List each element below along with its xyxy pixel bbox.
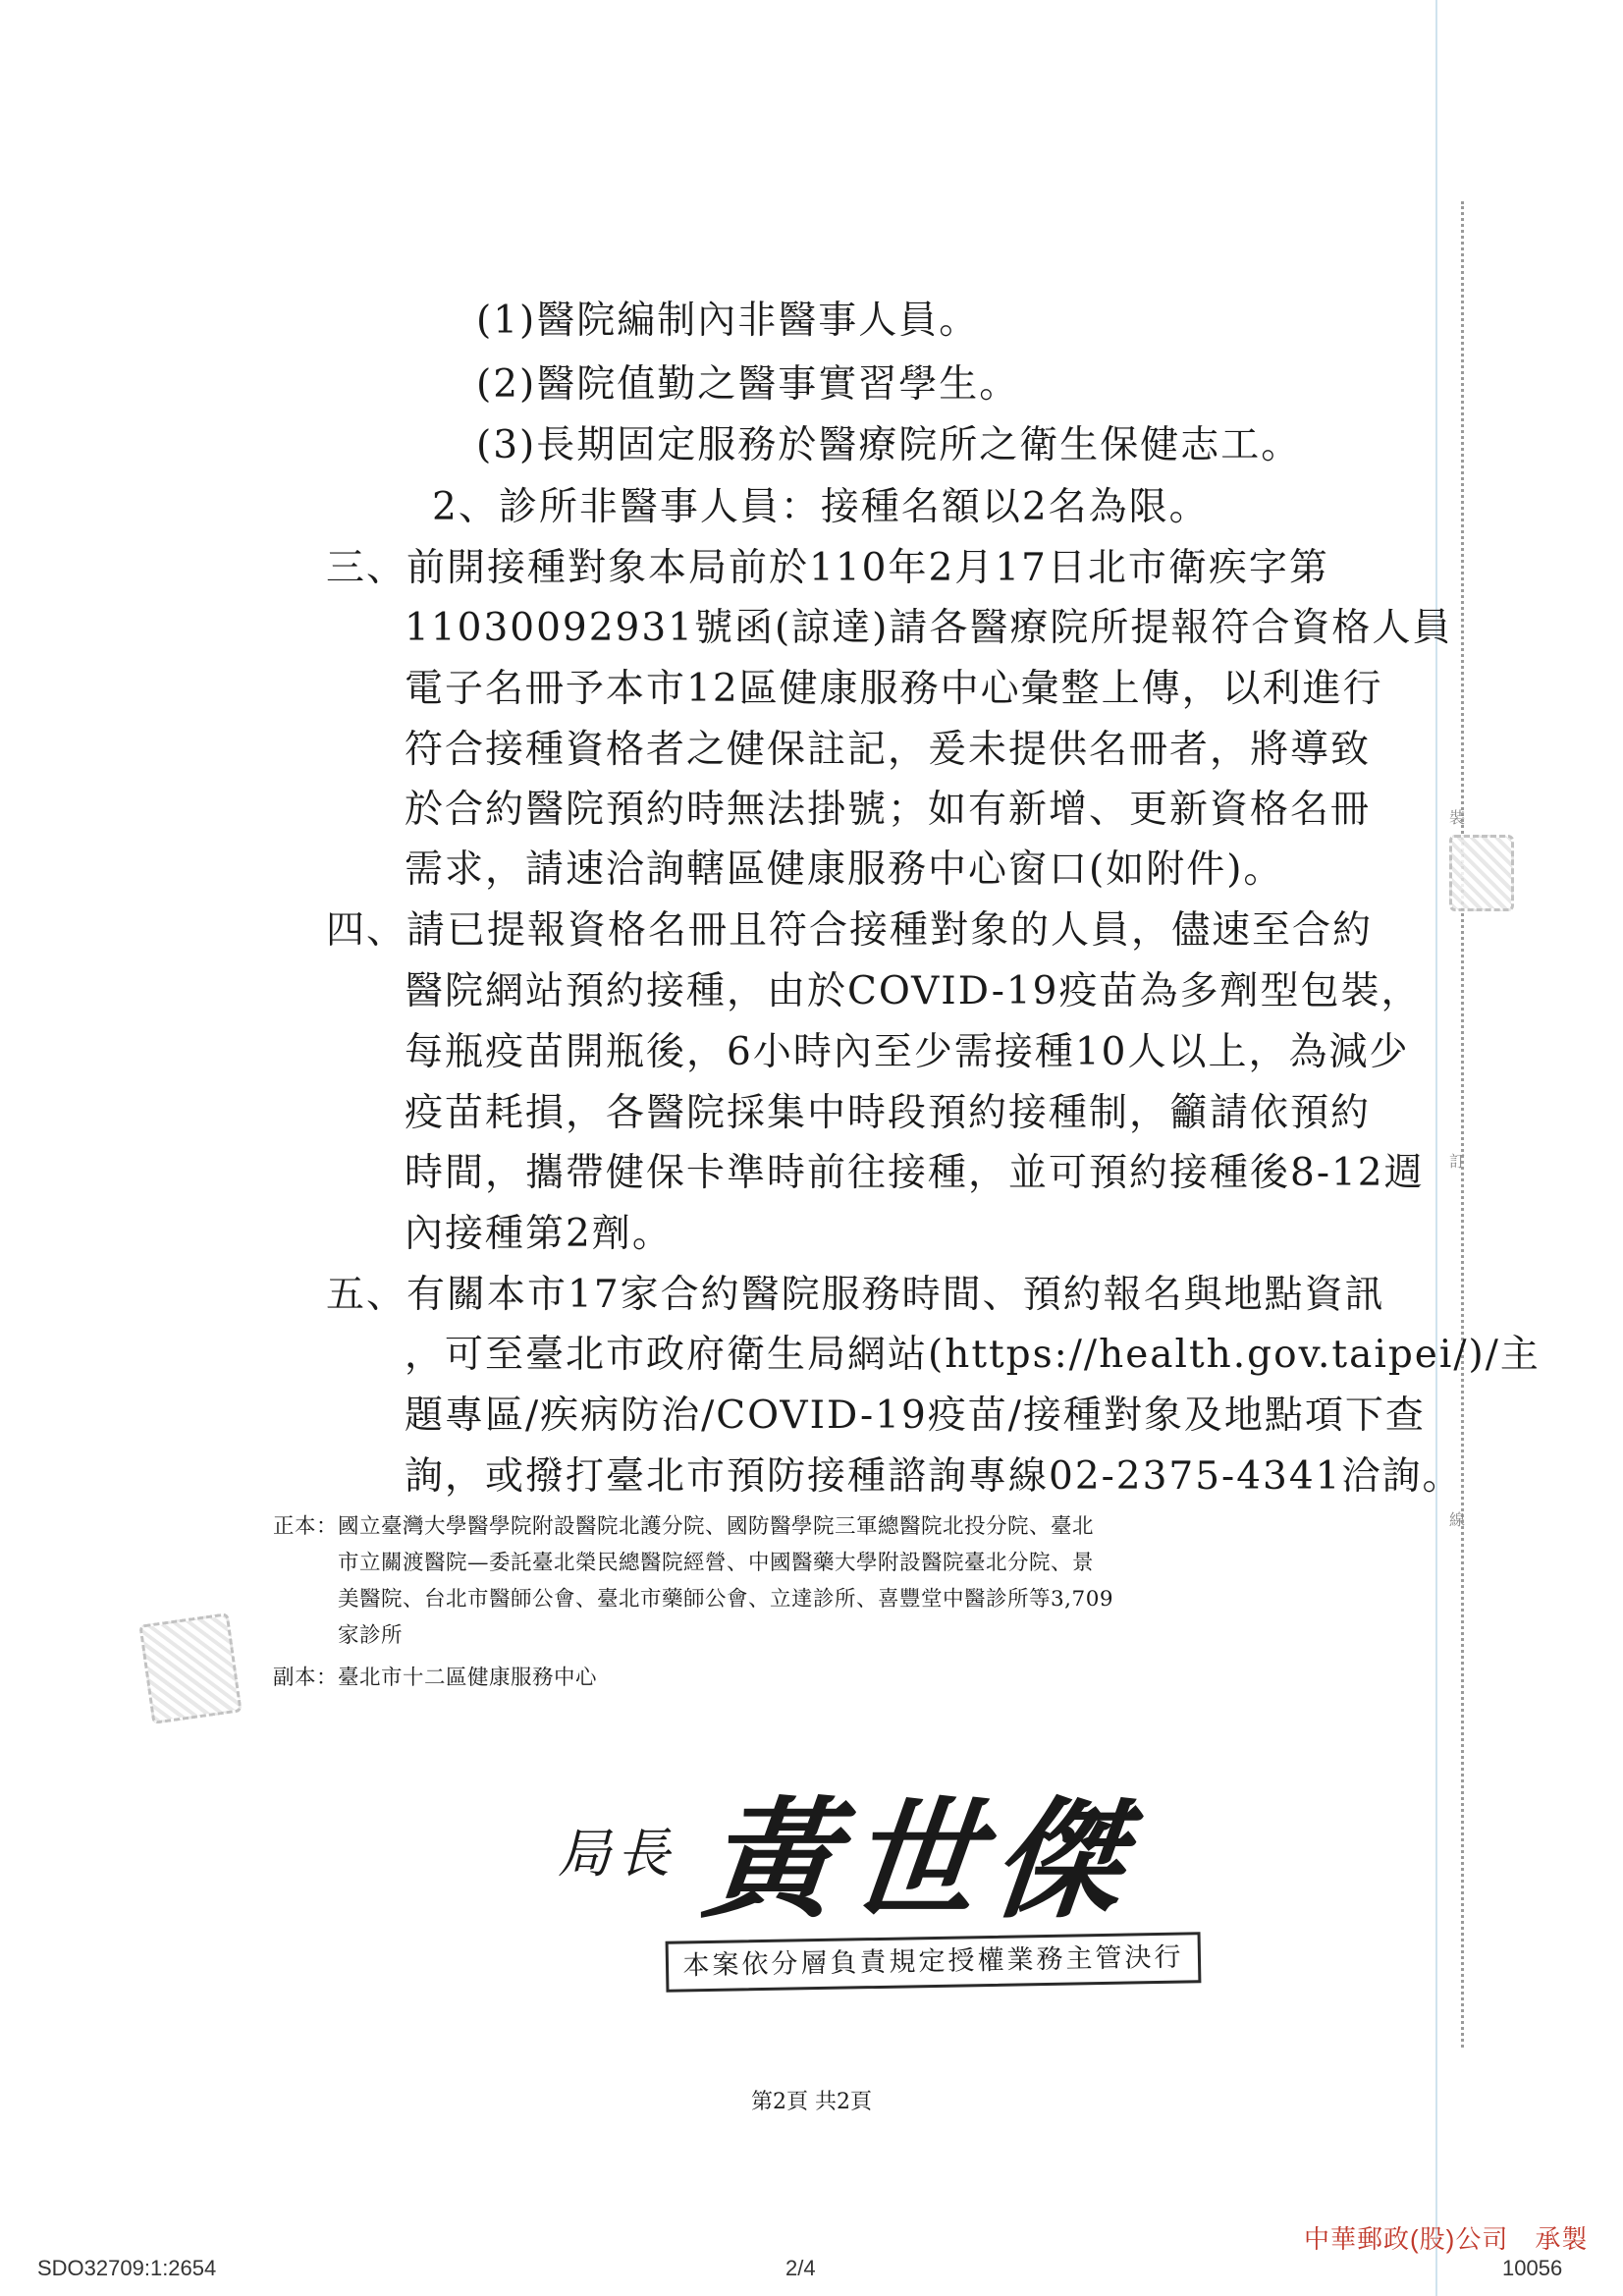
original-recipients-line: 美醫院、台北市醫師公會、臺北市藥師公會、立達診所、喜豐堂中醫診所等3,709: [338, 1587, 1114, 1612]
signature-name: 黃世傑: [697, 1784, 1144, 1937]
body-line: 題專區/疾病防治/COVID-19疫苗/接種對象及地點項下查: [405, 1394, 1426, 1438]
binding-mark: 線: [1449, 1510, 1466, 1529]
copy-recipients-line: 副本：臺北市十二區健康服務中心: [273, 1666, 598, 1690]
body-line: 於合約醫院預約時無法掛號；如有新增、更新資格名冊: [405, 788, 1372, 832]
body-line: 時間，攜帶健保卡準時前往接種，並可預約接種後8-12週: [405, 1151, 1425, 1195]
binding-dotted-line: [1461, 201, 1464, 2048]
body-line: (1)醫院編制內非醫事人員。: [476, 299, 980, 343]
body-line: 醫院網站預約接種，由於COVID-19疫苗為多劑型包裝，: [405, 969, 1422, 1013]
perforation-seal: [1449, 835, 1514, 911]
postal-code: 10056: [1502, 2256, 1563, 2280]
binding-mark: 訂: [1449, 1152, 1466, 1171]
binding-margin-line: [1435, 0, 1437, 2296]
signature-title: 局長: [558, 1823, 676, 1885]
page-number: 第2頁 共2頁: [751, 2090, 872, 2114]
body-line: 疫苗耗損，各醫院採集中時段預約接種制，籲請依預約: [405, 1091, 1372, 1135]
perforation-seal: [138, 1613, 242, 1724]
body-line: 11030092931號函(諒達)請各醫療院所提報符合資格人員: [405, 606, 1453, 650]
body-line: (3)長期固定服務於醫療院所之衛生保健志工。: [476, 423, 1302, 467]
body-line: 電子名冊予本市12區健康服務中心彙整上傳，以利進行: [405, 667, 1383, 711]
document-id: SDO32709:1:2654: [37, 2256, 217, 2280]
original-recipients-line: 家診所: [338, 1623, 404, 1648]
original-recipients-line: 正本：國立臺灣大學醫學院附設醫院北護分院、國防醫學院三軍總醫院北投分院、臺北: [273, 1514, 1095, 1539]
original-recipients-line: 市立關渡醫院—委託臺北榮民總醫院經營、中國醫藥大學附設醫院臺北分院、景: [338, 1551, 1095, 1575]
body-line: 四、請已提報資格名冊且符合接種對象的人員，儘速至合約: [326, 908, 1374, 953]
body-line: 需求，請速洽詢轄區健康服務中心窗口(如附件)。: [405, 847, 1284, 892]
authorization-stamp: 本案依分層負責規定授權業務主管決行: [666, 1932, 1202, 1993]
body-line: (2)醫院值勤之醫事實習學生。: [476, 362, 1020, 407]
body-line: 2、診所非醫事人員：接種名額以2名為限。: [432, 485, 1210, 529]
body-line: 內接種第2劑。: [405, 1212, 673, 1256]
body-line: 五、有關本市17家合約醫院服務時間、預約報名與地點資訊: [326, 1273, 1385, 1317]
body-line: 三、前開接種對象本局前於110年2月17日北市衛疾字第: [326, 546, 1329, 590]
body-line: 符合接種資格者之健保註記，爰未提供名冊者，將導致: [405, 728, 1372, 772]
body-line: 每瓶疫苗開瓶後，6小時內至少需接種10人以上，為減少: [405, 1030, 1410, 1074]
body-line: ，可至臺北市政府衛生局網站(https://health.gov.taipei/)/主: [405, 1333, 1541, 1377]
body-line: 詢，或撥打臺北市預防接種諮詢專線02-2375-4341洽詢。: [405, 1454, 1463, 1499]
printer-credit: 中華郵政(股)公司 承製: [1304, 2224, 1589, 2254]
binding-mark: 裝: [1449, 808, 1466, 827]
sheet-indicator: 2/4: [785, 2256, 816, 2280]
